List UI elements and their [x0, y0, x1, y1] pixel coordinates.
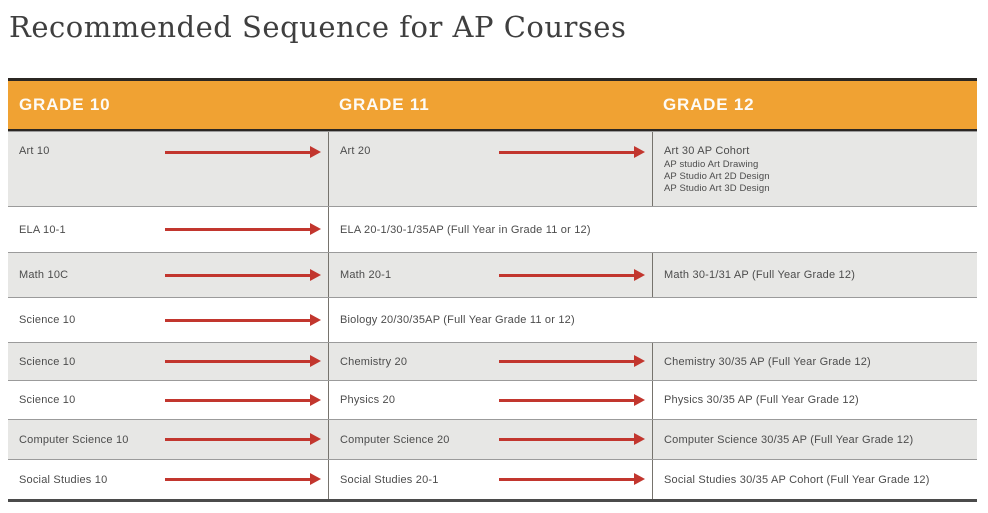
right-arrow-icon [165, 319, 311, 322]
right-arrow-icon [499, 274, 635, 277]
cell-grade10-ela [8, 207, 328, 252]
course-label: Social Studies 30/35 AP Cohort (Full Year Grade 12) [664, 473, 930, 486]
course-label: Physics 20 [340, 394, 396, 406]
cell-grade12-chemistry [652, 343, 977, 380]
course-sublabel: AP Studio Art 3D Design [664, 182, 770, 194]
course-label: Chemistry 20 [340, 355, 408, 368]
cell-grade12-computer-science [652, 420, 977, 459]
course-label: Social Studies 20-1 [340, 473, 439, 486]
right-arrow-icon [499, 438, 635, 441]
table-row-math [8, 252, 977, 297]
right-arrow-icon [165, 228, 311, 231]
page [0, 10, 988, 513]
header-cell-grade-10: GRADE 10 [19, 95, 111, 114]
course-label: Art 30 AP Cohort [664, 145, 750, 157]
cell-grade11-math [328, 253, 652, 297]
course-label: Computer Science 10 [19, 433, 129, 446]
cell-grade10-physics [8, 381, 328, 419]
table-row-ela [8, 206, 977, 252]
cell-grade11-12-biology [328, 298, 977, 342]
right-arrow-icon [165, 399, 311, 402]
course-label: Biology 20/30/35AP (Full Year Grade 11 or 12) [340, 314, 575, 326]
right-arrow-icon [499, 399, 635, 402]
right-arrow-icon [499, 478, 635, 481]
course-sublabel: AP Studio Art 2D Design [664, 170, 770, 182]
table-row-physics [8, 380, 977, 419]
table-row-computer-science [8, 419, 977, 459]
course-label: Art 10 [19, 145, 50, 157]
table-row-social-studies [8, 459, 977, 499]
cell-grade12-math [652, 253, 977, 297]
cell-grade10-social-studies [8, 460, 328, 499]
table-header-row [8, 81, 977, 131]
cell-grade11-12-ela [328, 207, 977, 252]
right-arrow-icon [165, 151, 311, 154]
table-row-chemistry [8, 342, 977, 380]
course-label: Science 10 [19, 314, 76, 326]
header-cell-grade-11: GRADE 11 [339, 95, 430, 114]
cell-grade10-computer-science [8, 420, 328, 459]
course-sublabel: AP studio Art Drawing [664, 158, 759, 170]
course-label: Computer Science 30/35 AP (Full Year Grade 12) [664, 433, 914, 446]
course-label: Social Studies 10 [19, 473, 108, 486]
cell-grade12-art [652, 132, 977, 206]
cell-grade10-math [8, 253, 328, 297]
right-arrow-icon [165, 438, 311, 441]
course-label: ELA 10-1 [19, 223, 66, 236]
cell-grade12-social-studies [652, 460, 977, 499]
course-sequence-table [8, 78, 977, 502]
table-row-art [8, 131, 977, 206]
course-label: Art 20 [340, 145, 371, 157]
course-label: Math 30-1/31 AP (Full Year Grade 12) [664, 269, 856, 281]
cell-grade11-art [328, 132, 652, 206]
table-row-biology [8, 297, 977, 342]
course-label: Math 10C [19, 269, 69, 281]
right-arrow-icon [165, 360, 311, 363]
cell-grade10-chemistry [8, 343, 328, 380]
course-label: Chemistry 30/35 AP (Full Year Grade 12) [664, 355, 871, 368]
cell-grade11-physics [328, 381, 652, 419]
cell-grade11-computer-science [328, 420, 652, 459]
right-arrow-icon [165, 274, 311, 277]
cell-grade10-art [8, 132, 328, 206]
course-label: Computer Science 20 [340, 433, 450, 446]
cell-grade10-biology [8, 298, 328, 342]
cell-grade11-social-studies [328, 460, 652, 499]
cell-grade11-chemistry [328, 343, 652, 380]
course-label: Science 10 [19, 355, 76, 368]
page-title: Recommended Sequence for AP Courses [9, 10, 627, 44]
cell-grade12-physics [652, 381, 977, 419]
course-label: Physics 30/35 AP (Full Year Grade 12) [664, 394, 859, 406]
course-label: Math 20-1 [340, 269, 392, 281]
course-label: ELA 20-1/30-1/35AP (Full Year in Grade 11 or 12) [340, 223, 591, 236]
right-arrow-icon [499, 151, 635, 154]
right-arrow-icon [499, 360, 635, 363]
right-arrow-icon [165, 478, 311, 481]
header-cell-grade-12: GRADE 12 [663, 95, 755, 114]
course-label: Science 10 [19, 394, 76, 406]
